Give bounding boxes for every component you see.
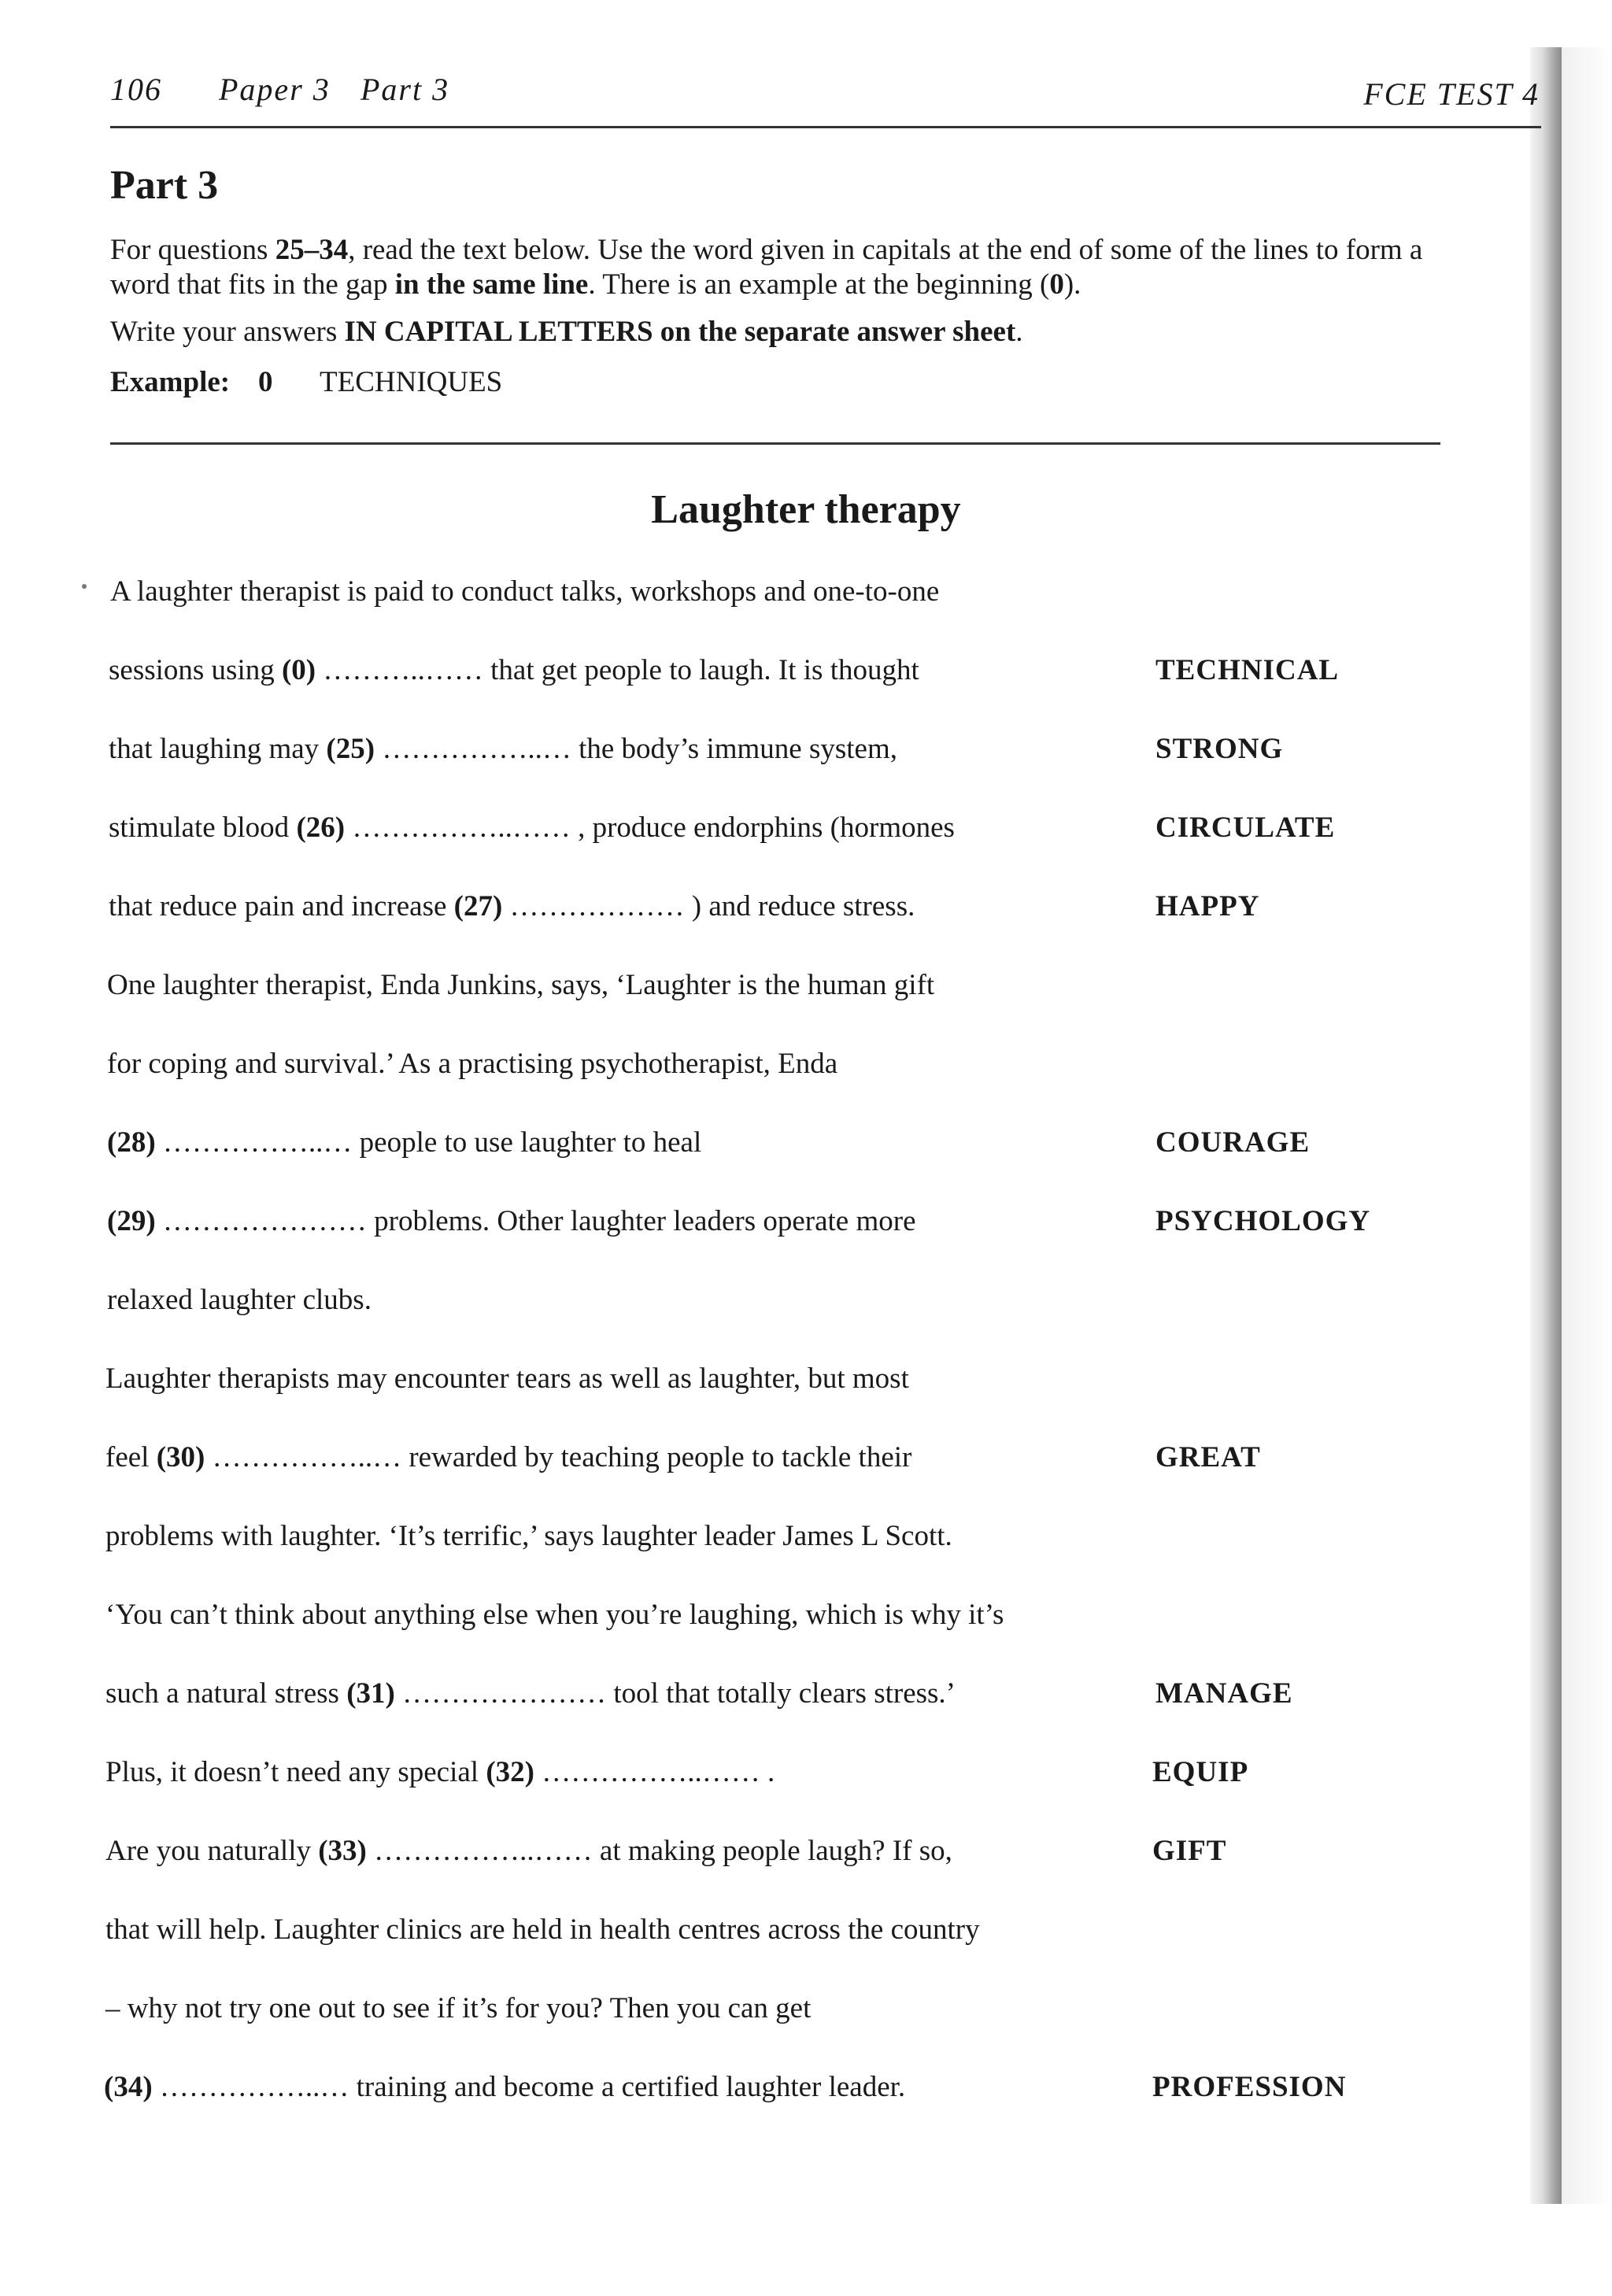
section-divider (110, 442, 1440, 445)
test-label: FCE TEST 4 (1363, 76, 1540, 112)
gap-line (0, 1126, 1496, 1173)
answer-gap: ………………… (155, 1205, 375, 1237)
line-suffix: training and become a certified laughter leader. (356, 2071, 906, 2103)
line-prefix: stimulate blood (109, 812, 297, 844)
line-text (104, 2070, 905, 2104)
question-number: (25) (326, 733, 375, 765)
line-suffix: , produce endorphins (hormones (578, 812, 955, 844)
question-number: (30) (156, 1441, 205, 1473)
question-number: (32) (486, 1756, 534, 1788)
text-line (0, 1519, 1496, 1566)
text-line (0, 1047, 1496, 1094)
line-prefix: that reduce pain and increase (109, 890, 454, 922)
line-prefix: that will help. Laughter clinics are held in health centres across the country (105, 1913, 980, 1946)
text-line (0, 575, 1496, 622)
example-answer: TECHNIQUES (320, 366, 503, 398)
question-number: (34) (104, 2071, 153, 2103)
line-suffix: people to use laughter to heal (359, 1126, 702, 1159)
line-prefix: ‘You can’t think about anything else when you’re laughing, which is why it’s (105, 1599, 1004, 1631)
page-edge (1562, 47, 1612, 2204)
gap-line (0, 1440, 1496, 1488)
stem-word: GIFT (1152, 1835, 1227, 1867)
line-text (107, 1283, 372, 1317)
instructions-text: For questions (110, 234, 275, 266)
question-number: (27) (453, 890, 503, 922)
section-title: Part 3 (110, 163, 219, 208)
answer-instructions (110, 315, 1464, 349)
gap-line (0, 732, 1496, 779)
stem-word: TECHNICAL (1155, 654, 1340, 686)
line-prefix: A laughter therapist is paid to conduct talks, workshops and one-to-one (110, 575, 940, 608)
stem-word: COURAGE (1155, 1126, 1311, 1159)
instructions-text: ). (1063, 268, 1081, 301)
instructions-text: . (1015, 316, 1023, 348)
line-text (109, 811, 955, 845)
line-suffix: ) and reduce stress. (691, 890, 915, 922)
page-number: 106 (110, 72, 162, 107)
header-rule (110, 126, 1541, 128)
line-prefix: that laughing may (109, 733, 327, 765)
example-reference: 0 (1049, 268, 1064, 301)
gap-line (0, 2070, 1496, 2117)
answer-gap: ……………..… (152, 2071, 357, 2103)
instructions-text: , read the text below. Use the word given in capitals at the end of some of the lines to form a word that fits in the gap (110, 234, 1423, 301)
line-suffix: at making people laugh? If so, (599, 1835, 952, 1867)
text-line (0, 1362, 1496, 1409)
line-prefix: Laughter therapists may encounter tears as well as laughter, but most (105, 1362, 909, 1395)
question-number: (26) (296, 812, 346, 844)
line-suffix: problems. Other laughter leaders operate more (374, 1205, 916, 1237)
line-text (105, 1362, 909, 1396)
example-row (110, 365, 503, 399)
gap-line (0, 1677, 1496, 1724)
answer-gap: ………………… (394, 1677, 614, 1710)
answer-gap: ……………..… (375, 733, 579, 765)
answer-gap: ……………..…… (534, 1756, 767, 1788)
line-text (105, 1834, 952, 1868)
stem-word: HAPPY (1155, 890, 1260, 922)
line-suffix: the body’s immune system, (579, 733, 898, 765)
line-text (109, 653, 919, 687)
book-spine-shadow (1530, 47, 1562, 2204)
instructions-text: Write your answers (110, 316, 345, 348)
line-text (105, 1598, 1004, 1632)
line-text (105, 1677, 956, 1710)
stem-word: GREAT (1155, 1441, 1261, 1473)
question-number: (0) (281, 654, 316, 686)
line-prefix: such a natural stress (105, 1677, 347, 1710)
line-prefix: Are you naturally (105, 1835, 319, 1867)
line-suffix: . (767, 1756, 775, 1788)
part-label: Part 3 (360, 72, 450, 107)
line-text (105, 1913, 980, 1947)
instructions-text: . There is an example at the beginning ( (588, 268, 1050, 301)
line-prefix: feel (105, 1441, 157, 1473)
gap-line (0, 889, 1496, 937)
line-text (105, 1755, 775, 1789)
text-line (0, 1598, 1496, 1645)
answer-gap: ……………..…… (366, 1835, 600, 1867)
gap-line (0, 653, 1496, 701)
question-number: (33) (318, 1835, 367, 1867)
answer-gap: ………..…… (316, 654, 491, 686)
line-text (109, 732, 897, 766)
gap-line (0, 811, 1496, 858)
question-number: (28) (107, 1126, 156, 1159)
stem-word: MANAGE (1155, 1677, 1293, 1710)
answer-gap: ……………..… (155, 1126, 360, 1159)
gap-line (0, 1755, 1496, 1802)
text-title: Laughter therapy (651, 487, 961, 532)
stem-word: STRONG (1155, 733, 1284, 765)
instructions-paragraph (110, 233, 1464, 302)
line-suffix: tool that totally clears stress.’ (613, 1677, 956, 1710)
line-text (105, 1440, 911, 1474)
text-line (0, 1991, 1496, 2039)
line-prefix: One laughter therapist, Enda Junkins, says, ‘Laughter is the human gift (107, 969, 935, 1001)
line-text (107, 1047, 837, 1081)
line-suffix: rewarded by teaching people to tackle their (409, 1441, 912, 1473)
answer-gap: ……………..… (205, 1441, 409, 1473)
gap-line (0, 1204, 1496, 1252)
answer-gap: ……………..…… (345, 812, 579, 844)
line-text (107, 1204, 916, 1238)
text-line (0, 968, 1496, 1015)
text-line (0, 1913, 1496, 1960)
line-text (105, 1991, 811, 2025)
gap-line (0, 1834, 1496, 1881)
stem-word: CIRCULATE (1155, 812, 1336, 844)
paper-label: Paper 3 (219, 72, 331, 107)
line-prefix: sessions using (109, 654, 282, 686)
question-number: (29) (107, 1205, 156, 1237)
answer-gap: ……………… (502, 890, 692, 922)
stem-word: EQUIP (1152, 1756, 1249, 1788)
text-line (0, 1283, 1496, 1330)
line-text (109, 889, 915, 923)
line-prefix: relaxed laughter clubs. (107, 1284, 372, 1316)
line-text (107, 1126, 701, 1159)
instructions-emphasis: in the same line (394, 268, 589, 301)
stem-word: PSYCHOLOGY (1155, 1205, 1371, 1237)
line-prefix: Plus, it doesn’t need any special (105, 1756, 486, 1788)
example-label: Example: (110, 366, 231, 398)
line-text (110, 575, 939, 608)
stem-word: PROFESSION (1152, 2071, 1347, 2103)
line-prefix: problems with laughter. ‘It’s terrific,’ says laughter leader James L Scott. (105, 1520, 952, 1552)
example-number: 0 (258, 366, 273, 398)
running-head (110, 63, 1540, 110)
question-range: 25–34 (275, 234, 349, 266)
question-number: (31) (346, 1677, 395, 1710)
line-suffix: that get people to laugh. It is thought (490, 654, 919, 686)
line-text (107, 968, 934, 1002)
line-text (105, 1519, 952, 1553)
line-prefix: for coping and survival.’ As a practising psychotherapist, Enda (107, 1048, 838, 1080)
line-prefix: – why not try one out to see if it’s for you? Then you can get (105, 1992, 812, 2024)
instructions-emphasis: IN CAPITAL LETTERS on the separate answer sheet (344, 316, 1016, 348)
